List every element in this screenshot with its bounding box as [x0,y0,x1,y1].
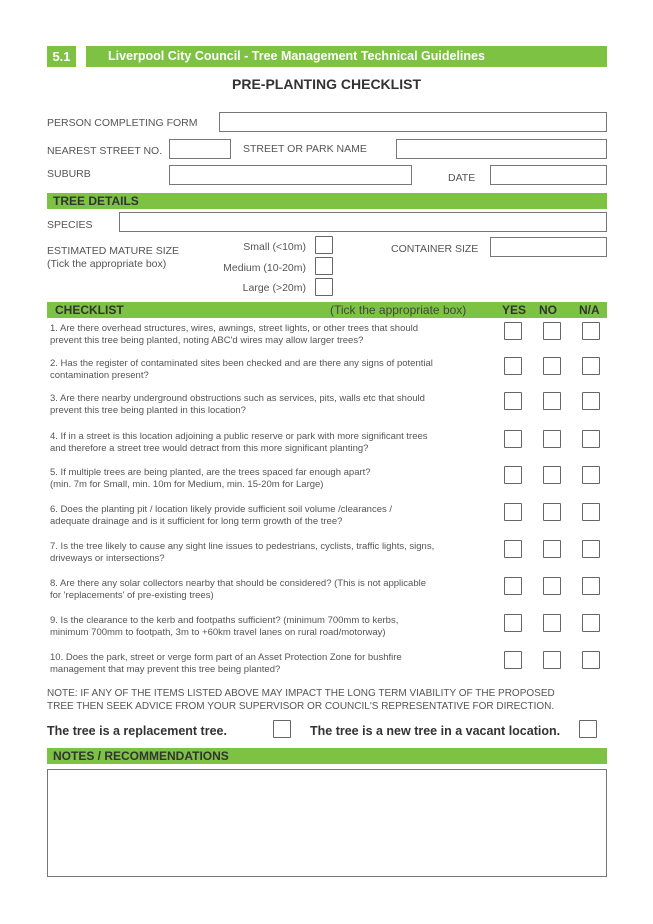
replacement-tree-label: The tree is a replacement tree. [47,724,227,738]
question-8-no-checkbox[interactable] [543,577,561,595]
page-title: PRE-PLANTING CHECKLIST [232,76,421,92]
container-size-label: CONTAINER SIZE [391,243,479,255]
question-2-yes-checkbox[interactable] [504,357,522,375]
mature-size-label: ESTIMATED MATURE SIZE [47,245,180,257]
question-1-line-1: 1. Are there overhead structures, wires, awnings, street lights, or other trees that should [50,323,419,334]
size-large-checkbox[interactable] [315,278,333,296]
question-5-line-1: 5. If multiple trees are being planted, are the trees spaced far enough apart? [50,467,371,478]
tree-details-heading: TREE DETAILS [47,193,607,209]
question-3-yes-checkbox[interactable] [504,392,522,410]
notes-heading: NOTES / RECOMMENDATIONS [47,748,607,764]
question-9-yes-checkbox[interactable] [504,614,522,632]
container-size-field[interactable] [490,237,607,257]
question-2-na-checkbox[interactable] [582,357,600,375]
question-9-no-checkbox[interactable] [543,614,561,632]
question-4-na-checkbox[interactable] [582,430,600,448]
question-10-yes-checkbox[interactable] [504,651,522,669]
question-1-line-2: prevent this tree being planted, noting ABC'd wires may allow larger trees? [50,334,364,346]
date-label: DATE [448,172,476,184]
question-7-yes-checkbox[interactable] [504,540,522,558]
question-9-line-2: minimum 700mm to footpath, 3m to +60km travel lanes on rural road/motorway) [50,626,386,638]
question-4-yes-checkbox[interactable] [504,430,522,448]
checklist-question-7 [50,541,502,564]
new-tree-checkbox[interactable] [579,720,597,738]
question-6-yes-checkbox[interactable] [504,503,522,521]
question-8-na-checkbox[interactable] [582,577,600,595]
question-1-yes-checkbox[interactable] [504,322,522,340]
question-5-yes-checkbox[interactable] [504,466,522,484]
suburb-field[interactable] [169,165,412,185]
question-10-na-checkbox[interactable] [582,651,600,669]
question-5-line-2: (min. 7m for Small, min. 10m for Medium, min. 15-20m for Large) [50,478,324,490]
question-8-line-1: 8. Are there any solar collectors nearby that should be considered? (This is not applicable [50,578,426,589]
question-6-no-checkbox[interactable] [543,503,561,521]
question-3-line-1: 3. Are there nearby underground obstructions such as services, pits, walls etc that should [50,393,425,404]
question-7-line-2: driveways or intersections? [50,552,165,564]
question-8-line-2: for 'replacements' of pre-existing trees) [50,589,214,601]
question-4-line-1: 4. If in a street is this location adjoining a public reserve or park with more significant trees [50,431,428,442]
question-2-no-checkbox[interactable] [543,357,561,375]
street-no-label: NEAREST STREET NO. [47,145,163,157]
question-7-line-1: 7. Is the tree likely to cause any sight line issues to pedestrians, cyclists, traffic lights, signs, [50,541,435,552]
question-9-line-1: 9. Is the clearance to the kerb and footpaths sufficient? (minimum 700mm to kerbs, [50,615,399,626]
question-2-line-1: 2. Has the register of contaminated sites been checked and are there any signs of potential [50,358,433,369]
section-number-badge: 5.1 [47,46,76,67]
question-6-line-1: 6. Does the planting pit / location likely provide sufficient soil volume /clearances / [50,504,393,515]
col-no: NO [539,303,557,317]
checklist-note [47,688,607,713]
checklist-heading [47,302,607,318]
question-7-na-checkbox[interactable] [582,540,600,558]
checklist-question-1 [50,323,502,346]
question-4-line-2: and therefore a street tree would detract from this more significant planting? [50,442,369,454]
mature-size-hint: (Tick the appropriate box) [47,258,167,270]
size-small-label: Small (<10m) [243,241,306,253]
street-name-label: STREET OR PARK NAME [243,143,367,155]
person-label: PERSON COMPLETING FORM [47,117,198,129]
question-2-line-2: contamination present? [50,369,149,381]
question-4-no-checkbox[interactable] [543,430,561,448]
replacement-tree-checkbox[interactable] [273,720,291,738]
person-field[interactable] [219,112,607,132]
checklist-question-6 [50,504,502,527]
species-field[interactable] [119,212,607,232]
checklist-title: CHECKLIST [55,303,124,317]
checklist-question-3 [50,393,502,416]
question-6-na-checkbox[interactable] [582,503,600,521]
question-1-no-checkbox[interactable] [543,322,561,340]
date-field[interactable] [490,165,607,185]
checklist-question-8 [50,578,502,601]
size-small-checkbox[interactable] [315,236,333,254]
question-5-no-checkbox[interactable] [543,466,561,484]
size-large-label: Large (>20m) [242,282,306,294]
question-10-line-2: management that may prevent this tree being planted? [50,663,281,675]
checklist-question-9 [50,615,502,638]
question-10-no-checkbox[interactable] [543,651,561,669]
question-5-na-checkbox[interactable] [582,466,600,484]
street-no-field[interactable] [169,139,231,159]
checklist-question-5 [50,467,502,490]
question-6-line-2: adequate drainage and is it sufficient for long term growth of the tree? [50,515,343,527]
checklist-question-10 [50,652,502,675]
question-3-no-checkbox[interactable] [543,392,561,410]
question-3-line-2: prevent this tree being planted in this location? [50,404,246,416]
species-label: SPECIES [47,219,93,231]
checklist-question-4 [50,431,502,454]
size-medium-label: Medium (10-20m) [223,262,306,274]
question-8-yes-checkbox[interactable] [504,577,522,595]
col-yes: YES [502,303,527,317]
question-9-na-checkbox[interactable] [582,614,600,632]
checklist-hint: (Tick the appropriate box) [330,303,467,317]
notes-field[interactable] [47,769,607,877]
suburb-label: SUBURB [47,168,91,180]
question-3-na-checkbox[interactable] [582,392,600,410]
new-tree-label: The tree is a new tree in a vacant location. [310,724,561,738]
checklist-question-2 [50,358,502,381]
col-na: N/A [579,303,600,317]
question-7-no-checkbox[interactable] [543,540,561,558]
note-line-1: NOTE: IF ANY OF THE ITEMS LISTED ABOVE MAY IMPACT THE LONG TERM VIABILITY OF THE PROPOSED [47,688,555,699]
street-name-field[interactable] [396,139,607,159]
document-banner: Liverpool City Council - Tree Management Technical Guidelines [86,46,607,67]
size-medium-checkbox[interactable] [315,257,333,275]
note-line-2: TREE THEN SEEK ADVICE FROM YOUR SUPERVISOR OR COUNCIL'S REPRESENTATIVE FOR DIRECTION. [47,700,555,712]
question-1-na-checkbox[interactable] [582,322,600,340]
question-10-line-1: 10. Does the park, street or verge form part of an Asset Protection Zone for bushfire [50,652,402,663]
